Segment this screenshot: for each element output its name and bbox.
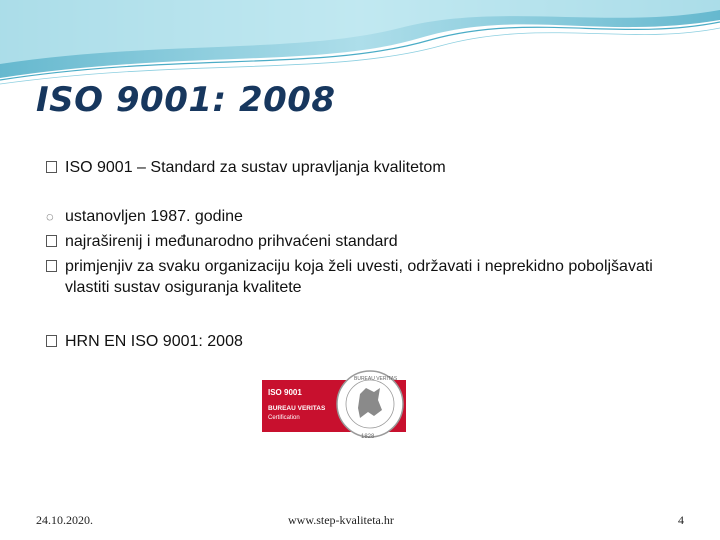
square-bullet-icon [46, 260, 57, 272]
square-bullet-icon [46, 335, 57, 347]
bullet-item [46, 206, 686, 227]
logo-certification-text: Certification [268, 415, 300, 421]
header-wave-decoration [0, 0, 720, 90]
bullet-item [46, 231, 686, 252]
round-bullet-icon: ◌ [46, 209, 54, 224]
logo-seal-top-text: BUREAU VERITAS [354, 376, 398, 382]
logo-bureau-text: BUREAU VERITAS [268, 405, 326, 412]
slide-title: ISO 9001: 2008 [36, 80, 336, 120]
logo-iso-text: ISO 9001 [268, 388, 302, 397]
bullet-item [46, 331, 686, 352]
bullet-text: primjenjiv za svaku organizaciju koja želi uvesti, održavati i neprekidno poboljšavati vlastiti sustav osiguranja kvalitete [65, 258, 653, 296]
logo-seal-year-text: 1828 [361, 434, 375, 440]
bullet-item [46, 256, 686, 298]
bullet-item [46, 157, 686, 178]
footer-url: www.step-kvaliteta.hr [288, 513, 394, 527]
square-bullet-icon [46, 235, 57, 247]
footer-date: 24.10.2020. [36, 513, 93, 527]
bullet-text: ustanovljen 1987. godine [65, 208, 243, 225]
square-bullet-icon [46, 161, 57, 173]
footer-page-number: 4 [678, 513, 684, 527]
bullet-list [46, 157, 686, 352]
bullet-text: najraširenij i međunarodno prihvaćeni standard [65, 233, 398, 250]
bullet-text: ISO 9001 – Standard za sustav upravljanja kvalitetom [65, 159, 446, 176]
bullet-text: HRN EN ISO 9001: 2008 [65, 333, 243, 350]
bureau-veritas-certification-logo [262, 366, 410, 442]
